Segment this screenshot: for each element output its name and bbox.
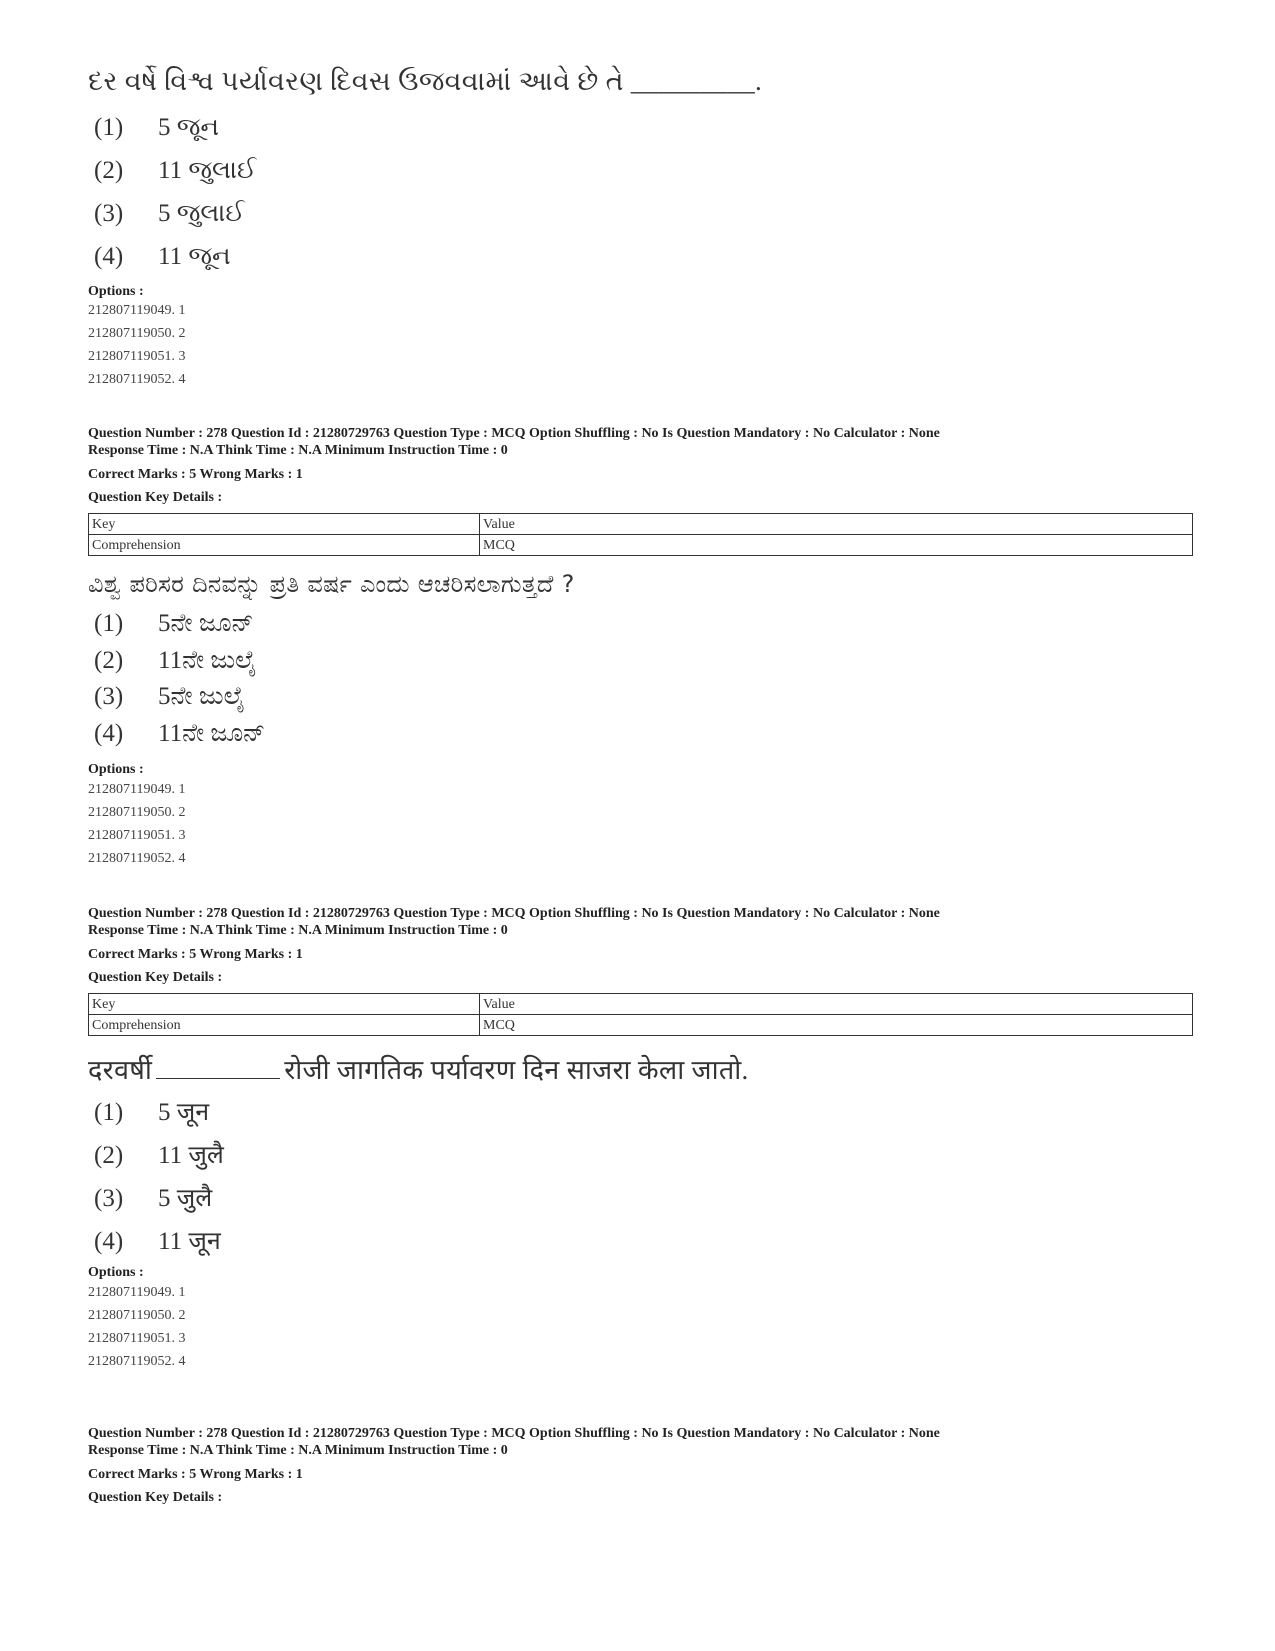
table-cell: Value	[480, 514, 1193, 535]
question-3-option-3: (3) 5 जुलै	[94, 1185, 213, 1212]
question-key-table	[88, 513, 1193, 556]
meta-marks: Correct Marks : 5 Wrong Marks : 1	[88, 947, 303, 962]
question-3-text-start: दरवर्षी	[88, 1055, 153, 1085]
option-id: 212807119052. 4	[88, 1354, 186, 1369]
options-label: Options :	[88, 762, 144, 777]
meta-key-details-label: Question Key Details :	[88, 970, 223, 985]
question-1-option-2: (2) 11 જુલાઈ	[94, 157, 257, 184]
table-row	[89, 535, 1193, 556]
question-3-option-4: (4) 11 जून	[94, 1228, 221, 1255]
meta-marks: Correct Marks : 5 Wrong Marks : 1	[88, 467, 303, 482]
question-1-option-3: (3) 5 જુલાઈ	[94, 200, 245, 227]
question-2-text: ವಿಶ್ವ ಪರಿಸರ ದಿನವನ್ನು ಪ್ರತಿ ವರ್ಷ ಎಂದು ಆಚರಿಸಲಾಗುತ್ತದೆ ?	[88, 570, 575, 598]
option-id: 212807119051. 3	[88, 828, 186, 843]
options-label: Options :	[88, 284, 144, 299]
table-cell: Value	[480, 994, 1193, 1015]
option-id: 212807119052. 4	[88, 851, 186, 866]
option-id: 212807119049. 1	[88, 303, 186, 318]
meta-response-time: Response Time : N.A Think Time : N.A Minimum Instruction Time : 0	[88, 443, 508, 458]
table-cell: Comprehension	[89, 1015, 480, 1036]
question-2-option-3: (3) 5ನೇ ಜುಲೈ	[94, 683, 246, 710]
option-id: 212807119050. 2	[88, 805, 186, 820]
meta-response-time: Response Time : N.A Think Time : N.A Minimum Instruction Time : 0	[88, 923, 508, 938]
table-cell: Comprehension	[89, 535, 480, 556]
question-1-option-4: (4) 11 જૂન	[94, 243, 231, 270]
meta-key-details-label: Question Key Details :	[88, 1490, 223, 1505]
options-label: Options :	[88, 1265, 144, 1280]
meta-question-number: Question Number : 278 Question Id : 21280729763 Question Type : MCQ Option Shuffling : No Is Question Mandatory : No Calculator : None	[88, 906, 940, 921]
table-row	[89, 994, 1193, 1015]
meta-response-time: Response Time : N.A Think Time : N.A Minimum Instruction Time : 0	[88, 1443, 508, 1458]
question-3-option-2: (2) 11 जुलै	[94, 1142, 224, 1169]
question-2-option-2: (2) 11ನೇ ಜುಲೈ	[94, 647, 257, 674]
question-1-text: દર વર્ષે વિશ્વ પર્યાવરણ દિવસ ઉજવવામાં આવે છે તે _________.	[88, 66, 763, 96]
question-3-text-end: रोजी जागतिक पर्यावरण दिन साजरा केला जातो.	[284, 1055, 749, 1085]
option-id: 212807119049. 1	[88, 1285, 186, 1300]
table-row	[89, 1015, 1193, 1036]
question-1-option-1: (1) 5 જૂન	[94, 114, 220, 141]
meta-question-number: Question Number : 278 Question Id : 21280729763 Question Type : MCQ Option Shuffling : No Is Question Mandatory : No Calculator : None	[88, 426, 940, 441]
option-id: 212807119051. 3	[88, 1331, 186, 1346]
option-id: 212807119052. 4	[88, 372, 186, 387]
option-id: 212807119050. 2	[88, 326, 186, 341]
question-3-option-1: (1) 5 जून	[94, 1099, 210, 1126]
option-id: 212807119050. 2	[88, 1308, 186, 1323]
table-cell: MCQ	[480, 1015, 1193, 1036]
answer-blank	[156, 1056, 280, 1079]
option-id: 212807119049. 1	[88, 782, 186, 797]
question-2-option-4: (4) 11ನೇ ಜೂನ್	[94, 720, 266, 747]
option-id: 212807119051. 3	[88, 349, 186, 364]
table-cell: Key	[89, 994, 480, 1015]
table-cell: MCQ	[480, 535, 1193, 556]
question-3-text	[88, 1050, 749, 1087]
meta-key-details-label: Question Key Details :	[88, 490, 223, 505]
question-2-option-1: (1) 5ನೇ ಜೂನ್	[94, 610, 254, 637]
question-key-table	[88, 993, 1193, 1036]
table-row	[89, 514, 1193, 535]
table-cell: Key	[89, 514, 480, 535]
meta-question-number: Question Number : 278 Question Id : 21280729763 Question Type : MCQ Option Shuffling : No Is Question Mandatory : No Calculator : None	[88, 1426, 940, 1441]
meta-marks: Correct Marks : 5 Wrong Marks : 1	[88, 1467, 303, 1482]
